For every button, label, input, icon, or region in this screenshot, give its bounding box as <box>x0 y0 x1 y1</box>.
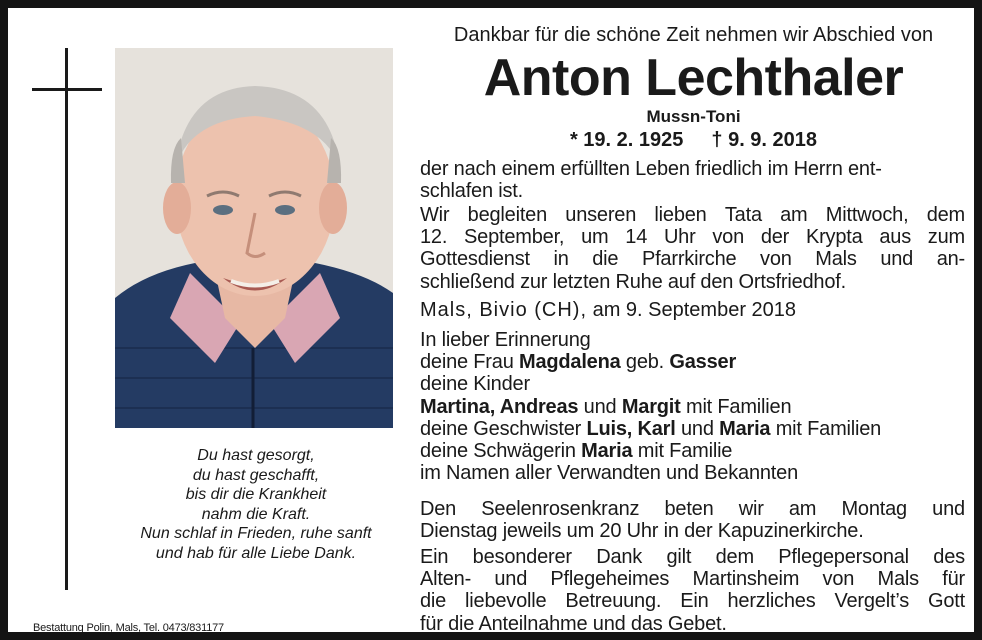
mourner-sister-in-law <box>420 440 965 462</box>
justified-line <box>420 226 965 248</box>
sibling-names: Luis, Karl <box>586 417 676 440</box>
sibling-name: Maria <box>719 417 771 440</box>
poem-line: nahm die Kraft. <box>201 505 311 523</box>
label: mit Familien <box>770 417 882 440</box>
word: Pflegepersonal <box>778 546 909 568</box>
word: Mals <box>877 568 919 591</box>
sister-in-law-name: Maria <box>581 440 633 463</box>
word: die <box>420 590 447 613</box>
deceased-name: Anton Lechthaler <box>483 49 904 107</box>
portrait-illustration <box>115 48 393 428</box>
word: und <box>880 248 914 271</box>
mourner-siblings <box>420 418 965 440</box>
label: geb. <box>620 351 670 374</box>
poem-line: bis dir die Krankheit <box>185 486 327 504</box>
word: Gottesdienst <box>420 248 530 271</box>
word: am <box>780 204 808 226</box>
word: Den <box>420 498 457 520</box>
nickname: Mussn-Toni <box>646 107 741 126</box>
word: lieben <box>654 204 707 226</box>
word: dem <box>926 204 965 226</box>
word: Tata <box>724 204 762 226</box>
text-line: schlafen ist. <box>420 180 524 203</box>
text-line: der nach einem erfüllten Leben friedlich im Herrn ent- <box>420 158 882 180</box>
text-line: für die Anteilnahme und das Gebet. <box>420 612 727 635</box>
word: besonderer <box>472 546 572 568</box>
justified-line <box>420 590 965 612</box>
label: und <box>675 417 720 440</box>
word: liebevolle <box>465 590 547 613</box>
label: mit Familie <box>632 440 733 463</box>
word: in <box>553 248 569 271</box>
text-line: schließend zur letzten Ruhe auf den Ortsfriedhof. <box>420 270 846 293</box>
funeral-home-contact: Bestattung Polin, Mals, Tel. 0473/831177 <box>33 622 224 634</box>
child-name: Margit <box>621 395 681 418</box>
label: deine Schwägerin <box>420 440 582 463</box>
word: und <box>932 498 965 520</box>
place: Mals, Bivio (CH), <box>420 299 588 321</box>
poem-line: du hast geschafft, <box>192 466 320 484</box>
word: Mittwoch, <box>825 204 909 226</box>
word: herzliches <box>727 590 816 613</box>
relatives-line: im Namen aller Verwandten und Bekannten <box>420 462 798 485</box>
word: Mals <box>815 248 857 271</box>
poem-line: Nun schlaf in Frieden, ruhe sanft <box>140 525 372 543</box>
justified-line <box>420 568 965 590</box>
label: mit Familien <box>680 395 792 418</box>
word: gilt <box>666 546 692 568</box>
rosary-paragraph <box>420 498 965 542</box>
poem-line: Du hast gesorgt, <box>197 447 315 464</box>
word: Gott <box>927 590 965 613</box>
word: dem <box>715 546 754 568</box>
maiden-name: Gasser <box>669 351 737 374</box>
justified-line <box>420 498 965 520</box>
word: Ein <box>680 590 709 613</box>
passing-paragraph <box>420 158 965 202</box>
word: von <box>712 226 745 249</box>
mourners-intro: In lieber Erinnerung <box>420 329 591 351</box>
children-label: deine Kinder <box>420 373 530 396</box>
portrait-photo <box>115 48 393 428</box>
word: für <box>942 568 965 591</box>
word: aus <box>879 226 911 249</box>
justified-line <box>420 546 965 568</box>
poem-line: und hab für alle Liebe Dank. <box>155 544 357 562</box>
word: Dank <box>596 546 643 568</box>
word: Uhr <box>663 226 696 249</box>
word: 14 <box>625 226 648 249</box>
label: deine Frau <box>420 351 519 374</box>
word: von <box>760 248 792 271</box>
word: Pfarrkirche <box>641 248 737 271</box>
birth-date: * 19. 2. 1925 <box>569 129 684 151</box>
poem <box>108 446 404 564</box>
mourners-list <box>420 329 965 484</box>
justified-line <box>420 248 965 270</box>
cross-icon-bar <box>32 88 102 91</box>
word: Betreuung. <box>565 590 662 613</box>
word: des <box>933 546 965 568</box>
word: begleiten <box>467 204 548 226</box>
word: wir <box>738 498 764 520</box>
word: Alten- <box>420 568 472 591</box>
word: Vergelt’s <box>834 590 910 613</box>
word: Montag <box>841 498 907 520</box>
word: um <box>581 226 609 249</box>
mourner-wife <box>420 351 965 373</box>
word: von <box>822 568 855 591</box>
word: und <box>494 568 528 591</box>
word: September, <box>464 226 565 249</box>
label: und <box>578 395 622 418</box>
text-line: Dienstag jeweils um 20 Uhr in der Kapuzinerkirche. <box>420 520 864 543</box>
word: die <box>592 248 619 271</box>
word: beten <box>664 498 714 520</box>
word: 12. <box>420 226 448 249</box>
place-date <box>420 299 796 322</box>
justified-line <box>420 204 965 226</box>
word: an- <box>936 248 965 271</box>
word: am <box>788 498 817 520</box>
word: Pflegeheimes <box>550 568 670 591</box>
word: Krypta <box>805 226 863 249</box>
label: deine Geschwister <box>420 417 587 440</box>
children-names: Martina, Andreas <box>420 395 579 418</box>
word: Martinsheim <box>692 568 800 591</box>
word: Seelenrosenkranz <box>481 498 640 520</box>
wife-name: Magdalena <box>518 351 621 374</box>
thanks-paragraph <box>420 546 965 635</box>
word: unseren <box>565 204 637 226</box>
cross-icon <box>65 48 68 590</box>
word: Ein <box>420 546 449 568</box>
death-date: † 9. 9. 2018 <box>711 129 818 151</box>
funeral-paragraph <box>420 204 965 293</box>
word: der <box>760 226 790 249</box>
life-dates <box>421 129 966 152</box>
word: zum <box>927 226 965 249</box>
word: Wir <box>420 204 450 226</box>
date: am 9. September 2018 <box>587 299 797 321</box>
intro-text: Dankbar für die schöne Zeit nehmen wir Abschied von <box>453 24 934 46</box>
mourner-children <box>420 396 965 418</box>
